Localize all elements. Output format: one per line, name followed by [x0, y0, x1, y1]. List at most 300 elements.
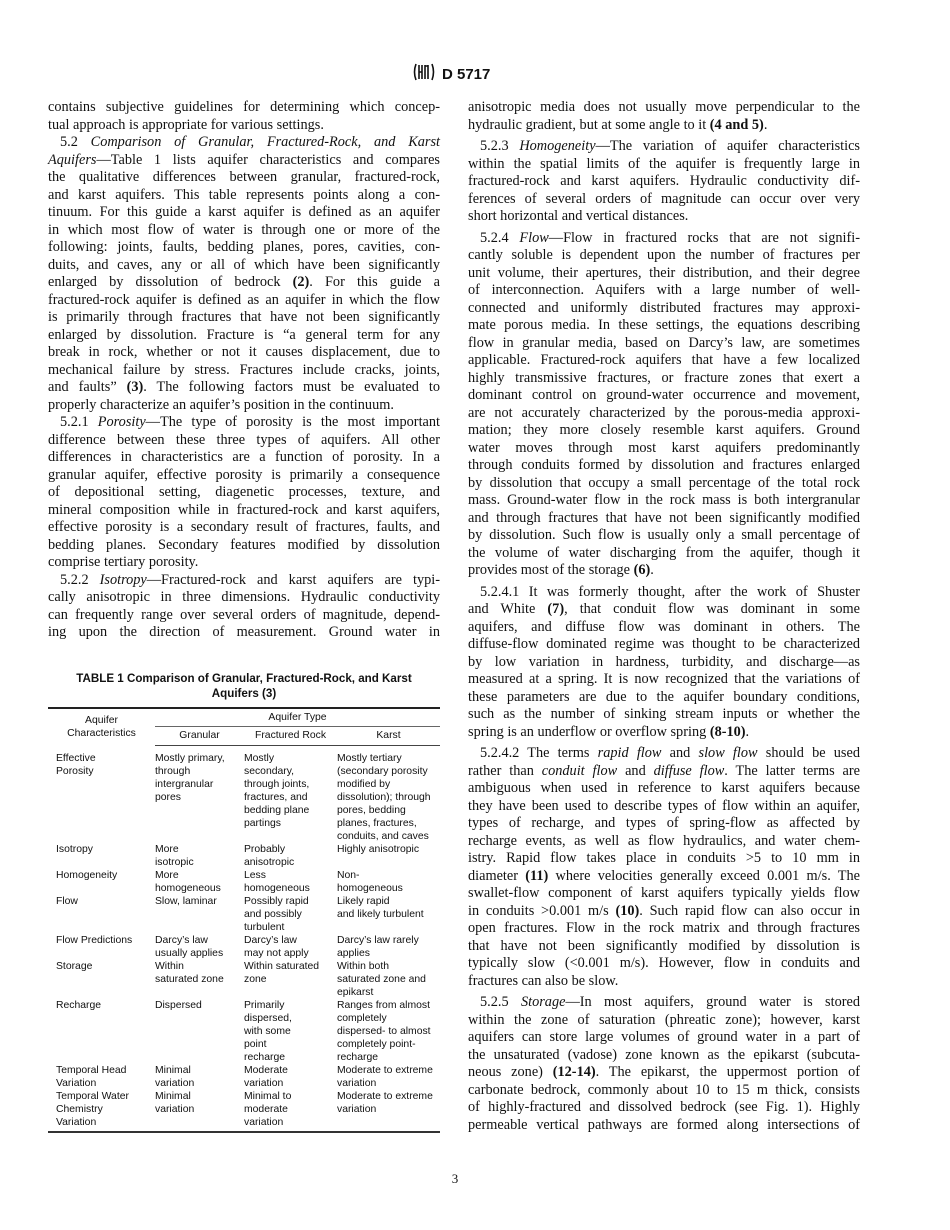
text-line: unit volume, their apertures, their distribution, and their degree: [468, 264, 860, 281]
text-run: .: [745, 723, 750, 740]
text-line: are not accurately characterized by the porous-media approxi-: [468, 404, 860, 421]
text-line: by low variation in hardness, turbidity, and discharge—as: [468, 653, 860, 670]
text-run: —The type of porosity is the most important: [145, 414, 441, 430]
cell-line: completely: [337, 1013, 387, 1024]
text-run: . The latter terms are: [724, 762, 860, 779]
table-cell: [244, 999, 337, 1064]
italic-term: rapid flow: [597, 745, 662, 761]
header-granular: Granular: [155, 727, 244, 746]
table-cell: [155, 843, 244, 869]
text-line: fractured-rock and karst aquifers. Hydraulic conductivity dif-: [468, 173, 860, 189]
cell-line: variation: [337, 1104, 377, 1115]
text-run: .: [650, 562, 654, 578]
text-run: provides most of the storage: [468, 562, 634, 578]
table-cell: [155, 746, 244, 844]
table-cell: [244, 895, 337, 934]
text-line: aquifers, and diffuse flow was dominant in others. The: [468, 618, 860, 635]
text-line: [468, 763, 860, 781]
text-line: short horizontal and vertical distances.: [468, 208, 689, 224]
cell-line: Flow Predictions: [56, 935, 133, 946]
cell-line: pores, bedding: [337, 805, 406, 816]
text-line: following: joints, faults, bedding planes, pores, cavities, con-: [48, 239, 440, 255]
cell-line: through joints,: [244, 779, 310, 790]
text-line: break in rock, whether or not it causes displacement, due to: [48, 344, 440, 360]
table-row: [48, 960, 440, 999]
table-cell: [244, 960, 337, 999]
astm-logo: [412, 62, 436, 87]
text-line: aquifers can store large volumes of ground water in a part of: [468, 1029, 860, 1045]
text-run: spring is an underflow or overflow spring: [468, 723, 710, 740]
cell-line: variation: [244, 1117, 284, 1128]
text-run: and: [617, 762, 654, 779]
cell-line: Likely rapid: [337, 896, 390, 907]
cell-line: Within: [155, 961, 184, 972]
paragraph: [468, 230, 860, 580]
reference-citation: (7): [547, 601, 565, 617]
cell-line: Mostly tertiary: [337, 753, 402, 764]
italic-term: Porosity: [97, 414, 146, 430]
table-cell: [337, 934, 440, 960]
text-line: of highly-fractured and dissolved bedrock (see Fig. 1). Highly: [468, 1099, 860, 1115]
table-body: [48, 746, 440, 1133]
reference-citation: (8-10): [709, 723, 746, 740]
text-line: of interconnection. Aquifers with a large number of well-: [468, 282, 860, 298]
cell-line: Storage: [56, 961, 93, 972]
cell-line: dispersed,: [244, 1013, 292, 1024]
cell-line: Slow, laminar: [155, 896, 217, 907]
text-run: diameter: [468, 867, 526, 884]
text-run: in conduits >0.001 m/s: [468, 902, 616, 919]
cell-line: variation: [155, 1104, 195, 1115]
row-header-cell: [48, 960, 155, 999]
cell-line: Effective: [56, 752, 96, 764]
cell-line: saturated zone: [155, 974, 224, 985]
cell-line: Probably: [244, 844, 286, 855]
text-line: is primarily through fractures that have not been significantly: [48, 309, 440, 325]
text-line: difference between these three types of aquifers. All other: [48, 431, 440, 448]
text-line: differences in characteristics are a function of porosity. In a: [48, 449, 440, 465]
cell-line: pores: [155, 792, 181, 803]
text-run: neous zone): [468, 1064, 553, 1080]
text-run: , that conduit flow was dominant in some: [564, 601, 860, 617]
cell-line: epikarst: [337, 987, 374, 998]
paragraph: [48, 572, 440, 642]
table-cell: [337, 746, 440, 844]
cell-line: Flow: [56, 896, 78, 907]
table-row: [48, 1090, 440, 1132]
cell-line: Within both: [337, 961, 389, 972]
cell-line: Darcy’s law rarely: [337, 935, 419, 946]
row-header-cell: [48, 843, 155, 869]
text-line: granular aquifer, effective porosity is primarily a consequence: [48, 466, 440, 483]
reference-citation: (10): [615, 902, 640, 919]
text-line: of depositional setting, diagenetic processes, texture, and: [48, 484, 440, 500]
cell-line: with some: [244, 1026, 291, 1037]
cell-line: Porosity: [56, 765, 94, 777]
row-header-cell: [48, 746, 155, 844]
paragraph: [48, 99, 440, 134]
text-line: fractures can also be slow.: [468, 972, 619, 989]
header-aquifer-characteristics: [48, 708, 155, 746]
text-line: cantly soluble is dependent upon the number of fractures per: [468, 247, 860, 263]
reference-citation: (12-14): [552, 1064, 596, 1080]
table-cell: [244, 869, 337, 895]
table-row: [48, 934, 440, 960]
text-run: 5.2.2: [60, 571, 100, 588]
cell-line: usually applies: [155, 948, 224, 959]
text-line: [468, 562, 860, 580]
text-line: [468, 868, 860, 886]
text-line: [48, 274, 440, 292]
cell-line: point: [244, 1039, 267, 1050]
cell-line: Less: [244, 870, 266, 881]
header-aquifer-type: Aquifer Type: [155, 708, 440, 727]
table-cell: [155, 869, 244, 895]
paragraph: [468, 745, 860, 990]
text-line: duits, and caves, any or all of which have been significantly: [48, 256, 440, 273]
text-line: enlarged by dissolution. Fracture is “a general term for any: [48, 326, 440, 343]
comparison-table: [48, 707, 440, 1133]
italic-term: Isotropy: [99, 571, 147, 588]
paragraph: [468, 994, 860, 1134]
right-column: [468, 99, 860, 1138]
text-line: such as the number of sinking stream inputs or whether the: [468, 706, 860, 722]
text-line: [468, 745, 860, 763]
text-line: mass. Ground-water flow in the rock mass is both intergranular: [468, 492, 860, 508]
cell-line: Possibly rapid: [244, 896, 309, 907]
text-line: by dissolution that occupy a small percentage of the total rock: [468, 474, 860, 491]
table-title: [48, 671, 440, 701]
text-line: [468, 230, 860, 248]
cell-line: isotropic: [155, 857, 194, 868]
cell-line: Variation: [56, 1117, 97, 1128]
table-cell: [244, 934, 337, 960]
text-line: comprise tertiary porosity.: [48, 554, 199, 570]
page-header: [412, 62, 490, 87]
cell-line: fractures, and: [244, 792, 308, 803]
cell-line: homogeneous: [244, 883, 310, 894]
cell-line: and possibly: [244, 909, 302, 920]
text-line: istry. Rapid flow takes place in conduits >5 to 10 mm in: [468, 850, 860, 866]
text-line: the qualitative differences between granular, fractured-rock,: [48, 169, 440, 185]
cell-line: Minimal: [155, 1091, 191, 1102]
text-run: —Flow in fractured rocks that are not signifi-: [548, 229, 860, 246]
text-run: —Table 1 lists aquifer characteristics and compares: [96, 151, 440, 168]
text-line: [468, 1064, 860, 1082]
table-cell: [337, 1064, 440, 1090]
table-cell: [244, 843, 337, 869]
text-line: flow in granular media, based on Darcy’s law, are sometimes: [468, 334, 860, 351]
reference-citation: (4 and 5): [709, 116, 764, 133]
cell-line: homogeneous: [155, 883, 221, 894]
text-run: 5.2.4: [480, 229, 520, 246]
table-cell: [244, 1064, 337, 1090]
text-line: [48, 152, 440, 170]
text-line: [468, 994, 860, 1012]
text-line: the unsaturated (vadose) zone known as the epikarst (subcuta-: [468, 1046, 860, 1063]
table-1: [48, 671, 440, 1133]
cell-line: Ranges from almost: [337, 1000, 430, 1011]
text-run: .: [763, 116, 768, 133]
text-line: recharge events, as well as flow hydraulics, and water chem-: [468, 832, 860, 849]
cell-line: Moderate: [244, 1065, 288, 1076]
text-line: swallet-flow component of karst aquifers typically yields flow: [468, 885, 860, 901]
text-run: and White: [468, 601, 548, 617]
paragraph: [468, 584, 860, 742]
table-cell: [244, 1090, 337, 1132]
cell-line: saturated zone and: [337, 974, 426, 985]
text-line: anisotropic media does not usually move perpendicular to the: [468, 99, 860, 115]
cell-line: and likely turbulent: [337, 909, 424, 920]
table-row: [48, 869, 440, 895]
row-header-cell: [48, 934, 155, 960]
text-line: [468, 138, 860, 156]
cell-line: turbulent: [244, 922, 285, 933]
cell-line: completely point-: [337, 1039, 416, 1050]
text-line: contains subjective guidelines for determining which concep-: [48, 99, 440, 115]
table-cell: [155, 960, 244, 999]
document-id: D 5717: [442, 66, 491, 83]
table-cell: [244, 746, 337, 844]
text-line: mation; they more closely resemble karst aquifers. Ground: [468, 422, 860, 438]
cell-line: Isotropy: [56, 844, 93, 855]
reference-citation: (3): [126, 379, 144, 395]
text-line: in which most flow of water is through one or more of the: [48, 221, 440, 238]
text-run: should be used: [757, 745, 860, 761]
cell-line: Chemistry: [56, 1104, 103, 1115]
row-header-cell: [48, 1090, 155, 1132]
cell-line: Temporal Head: [56, 1065, 127, 1076]
cell-line: planes, fractures,: [337, 818, 417, 829]
cell-line: More: [155, 870, 179, 881]
table-row: [48, 999, 440, 1064]
text-run: 5.2.3: [480, 138, 520, 154]
cell-line: Non-: [337, 870, 360, 881]
text-line: within the zone of saturation (phreatic zone); however, karst: [468, 1011, 860, 1028]
cell-line: Minimal: [155, 1065, 191, 1076]
italic-term: Storage: [520, 994, 566, 1010]
text-run: —In most aquifers, ground water is stored: [565, 994, 860, 1010]
text-line: applicable. Fractured-rock aquifers that have a few localized: [468, 352, 860, 368]
table-cell: [337, 999, 440, 1064]
table-cell: [155, 934, 244, 960]
italic-term: Homogeneity: [519, 138, 596, 154]
cell-line: Highly anisotropic: [337, 844, 420, 855]
cell-line: (secondary porosity: [337, 766, 428, 777]
cell-line: anisotropic: [244, 857, 295, 868]
cell-line: More: [155, 844, 179, 855]
text-line: bedding planes. Secondary features modified by dissolution: [48, 536, 440, 553]
text-line: mate porous media. In these settings, the equations describing: [468, 317, 860, 333]
table-cell: [155, 999, 244, 1064]
cell-line: variation: [244, 1078, 284, 1089]
cell-line: Homogeneity: [56, 870, 118, 881]
text-line: these parameters are due to the aquifer boundary conditions,: [468, 688, 860, 705]
cell-line: dissolution); through: [337, 792, 431, 803]
text-line: tual approach is appropriate for various settings.: [48, 116, 324, 133]
text-run: hydraulic gradient, but at some angle to it: [468, 116, 710, 133]
paragraph: [48, 414, 440, 572]
italic-term: Aquifers: [48, 151, 97, 168]
text-run: and faults”: [48, 379, 127, 395]
text-line: fractured-rock aquifer is defined as an aquifer in which the flow: [48, 291, 440, 308]
text-run: rather than: [468, 762, 542, 779]
cell-line: modified by: [337, 779, 391, 790]
cell-line: Darcy’s law: [155, 935, 208, 946]
text-run: . Such rapid flow can also occur in: [639, 902, 860, 919]
reference-citation: (6): [633, 562, 651, 578]
table-cell: [337, 895, 440, 934]
text-line: measured at a spring. It is now recognized that the variations of: [468, 671, 860, 687]
row-header-cell: [48, 1064, 155, 1090]
table-row: [48, 1064, 440, 1090]
row-header-cell: [48, 869, 155, 895]
cell-line: Minimal to: [244, 1091, 292, 1102]
page-number: 3: [451, 1171, 459, 1186]
paragraph: [468, 99, 860, 134]
cell-line: Within saturated: [244, 961, 320, 972]
text-run: where velocities generally exceed 0.001 m/s. The: [548, 867, 860, 884]
cell-line: partings: [244, 818, 281, 829]
text-line: mineral composition while in fractured-rock and karst aquifers,: [48, 501, 440, 518]
cell-line: Mostly primary,: [155, 753, 225, 764]
text-line: mechanical failure by stress. Fractures include cracks, joints,: [48, 361, 440, 378]
reference-citation: (11): [525, 867, 549, 884]
cell-line: Recharge: [56, 1000, 102, 1011]
text-line: permeable vertical pathways are formed along intersections of: [468, 1116, 860, 1133]
text-line: dominant control on ground-water occurrence and movement,: [468, 387, 860, 403]
text-line: [48, 414, 440, 432]
text-line: [468, 724, 860, 742]
cell-line: homogeneous: [337, 883, 403, 894]
cell-line: recharge: [337, 1052, 379, 1063]
cell-line: applies: [337, 948, 370, 959]
text-line: ferences of several orders of magnitude can occur over very: [468, 190, 860, 207]
text-line: tinuum. For this guide a karst aquifer is defined as an aquifer: [48, 204, 440, 220]
text-line: typically slow (<0.001 m/s). However, flow in conduits and: [468, 955, 860, 971]
italic-term: slow flow: [698, 745, 758, 761]
italic-term: Flow: [519, 229, 549, 246]
cell-line: zone: [244, 974, 267, 985]
cell-line: Dispersed: [155, 1000, 202, 1011]
cell-line: through: [155, 766, 191, 777]
left-column: [48, 99, 440, 642]
header-karst: Karst: [337, 727, 440, 746]
text-run: enlarged by dissolution of bedrock: [48, 274, 293, 290]
text-run: 5.2.1: [60, 414, 98, 430]
paragraph: [48, 134, 440, 414]
table-cell: [337, 960, 440, 999]
text-line: effective porosity is a secondary result of fractures, faults, and: [48, 519, 440, 535]
text-line: that have not been significantly modified by dissolution is: [468, 937, 860, 954]
row-header-cell: [48, 895, 155, 934]
cell-line: intergranular: [155, 779, 214, 790]
cell-line: secondary,: [244, 766, 295, 777]
text-line: the volume of water discharging from the aquifer, though it: [468, 544, 860, 561]
text-line: within the spatial limits of the aquifer is frequently large in: [468, 155, 860, 172]
text-line: connected and uniformly distributed fractures may approxi-: [468, 299, 860, 316]
cell-line: recharge: [244, 1052, 286, 1063]
table-row: [48, 746, 440, 844]
table-row: [48, 895, 440, 934]
text-line: by dissolution. Such flow is usually only a small percentage of: [468, 527, 860, 543]
reference-citation: (2): [292, 274, 310, 290]
text-line: and karst aquifers. This table represents points along a con-: [48, 186, 440, 203]
text-line: ing upon the direction of measurement. Ground water in: [48, 624, 440, 640]
text-line: 5.2.4.1 It was formerly thought, after the work of Shuster: [480, 583, 860, 600]
table-cell: [337, 869, 440, 895]
table-cell: [155, 1064, 244, 1090]
text-line: and through fractures that have not been significantly modified: [468, 509, 860, 526]
table-cell: [337, 843, 440, 869]
cell-line: Moderate to extreme: [337, 1091, 433, 1102]
text-line: cally anisotropic in three dimensions. Hydraulic conductivity: [48, 589, 440, 605]
text-line: carbonate bedrock, commonly about 10 to 15 m thick, consists: [468, 1081, 860, 1098]
text-run: 5.2: [60, 134, 91, 150]
text-run: —Fractured-rock and karst aquifers are typi-: [146, 571, 441, 588]
cell-line: variation: [337, 1078, 377, 1089]
cell-line: bedding plane: [244, 805, 310, 816]
text-line: water moves through most karst aquifers predominantly: [468, 439, 860, 456]
cell-line: conduits, and caves: [337, 831, 429, 842]
text-run: —The variation of aquifer characteristics: [595, 138, 860, 154]
cell-line: Variation: [56, 1078, 97, 1089]
text-line: types of recharge, and types of spring-flow as affected by: [468, 815, 860, 831]
cell-line: moderate: [244, 1104, 288, 1115]
text-line: [468, 117, 860, 135]
table-cell: [155, 895, 244, 934]
text-line: through conduits formed by dissolution and fractures enlarged: [468, 457, 860, 473]
header-text: Aquifer: [85, 715, 118, 727]
text-line: [48, 379, 440, 397]
text-line: [48, 572, 440, 590]
italic-term: conduit flow: [541, 762, 618, 779]
cell-line: Darcy’s law: [244, 935, 297, 946]
table-cell: [155, 1090, 244, 1132]
table-title-line: TABLE 1 Comparison of Granular, Fractured-Rock, and Karst: [76, 672, 412, 685]
cell-line: dispersed- to almost: [337, 1026, 431, 1037]
table-cell: [337, 1090, 440, 1132]
cell-line: Mostly: [244, 753, 275, 764]
italic-term: diffuse flow: [653, 762, 725, 779]
text-line: ambiguous when used in reference to karst aquifers because: [468, 780, 860, 796]
text-line: [468, 903, 860, 921]
paragraph: [468, 138, 860, 226]
row-header-cell: [48, 999, 155, 1064]
text-run: 5.2.5: [480, 994, 521, 1010]
header-fractured-rock: Fractured Rock: [244, 727, 337, 746]
text-run: and: [661, 745, 699, 761]
text-run: . The following factors must be evaluated to: [143, 379, 440, 395]
text-run: 5.2.4.2 The terms: [480, 745, 598, 761]
table-title-line: Aquifers (3): [211, 687, 277, 700]
table-row: [48, 843, 440, 869]
cell-line: variation: [155, 1078, 195, 1089]
text-line: they have been used to describe types of flow within an aquifer,: [468, 797, 860, 814]
cell-line: Moderate to extreme: [337, 1065, 433, 1076]
cell-line: Temporal Water: [56, 1091, 129, 1102]
text-line: can frequently range over several orders of magnitude, depend-: [48, 606, 440, 623]
text-line: open fractures. Flow in the rock matrix and through fractures: [468, 920, 860, 936]
header-text: Characteristics: [67, 728, 136, 740]
text-line: [48, 134, 440, 152]
text-line: [468, 601, 860, 619]
text-line: highly transmissive fractures, or fracture zones that exert a: [468, 369, 860, 386]
text-line: diffuse-flow dominated regime was thought to be characterized: [468, 636, 860, 652]
italic-term: Comparison of Granular, Fractured-Rock, and Karst: [90, 134, 440, 150]
text-run: . The epikarst, the uppermost portion of: [595, 1064, 860, 1080]
text-run: . For this guide a: [309, 274, 440, 290]
